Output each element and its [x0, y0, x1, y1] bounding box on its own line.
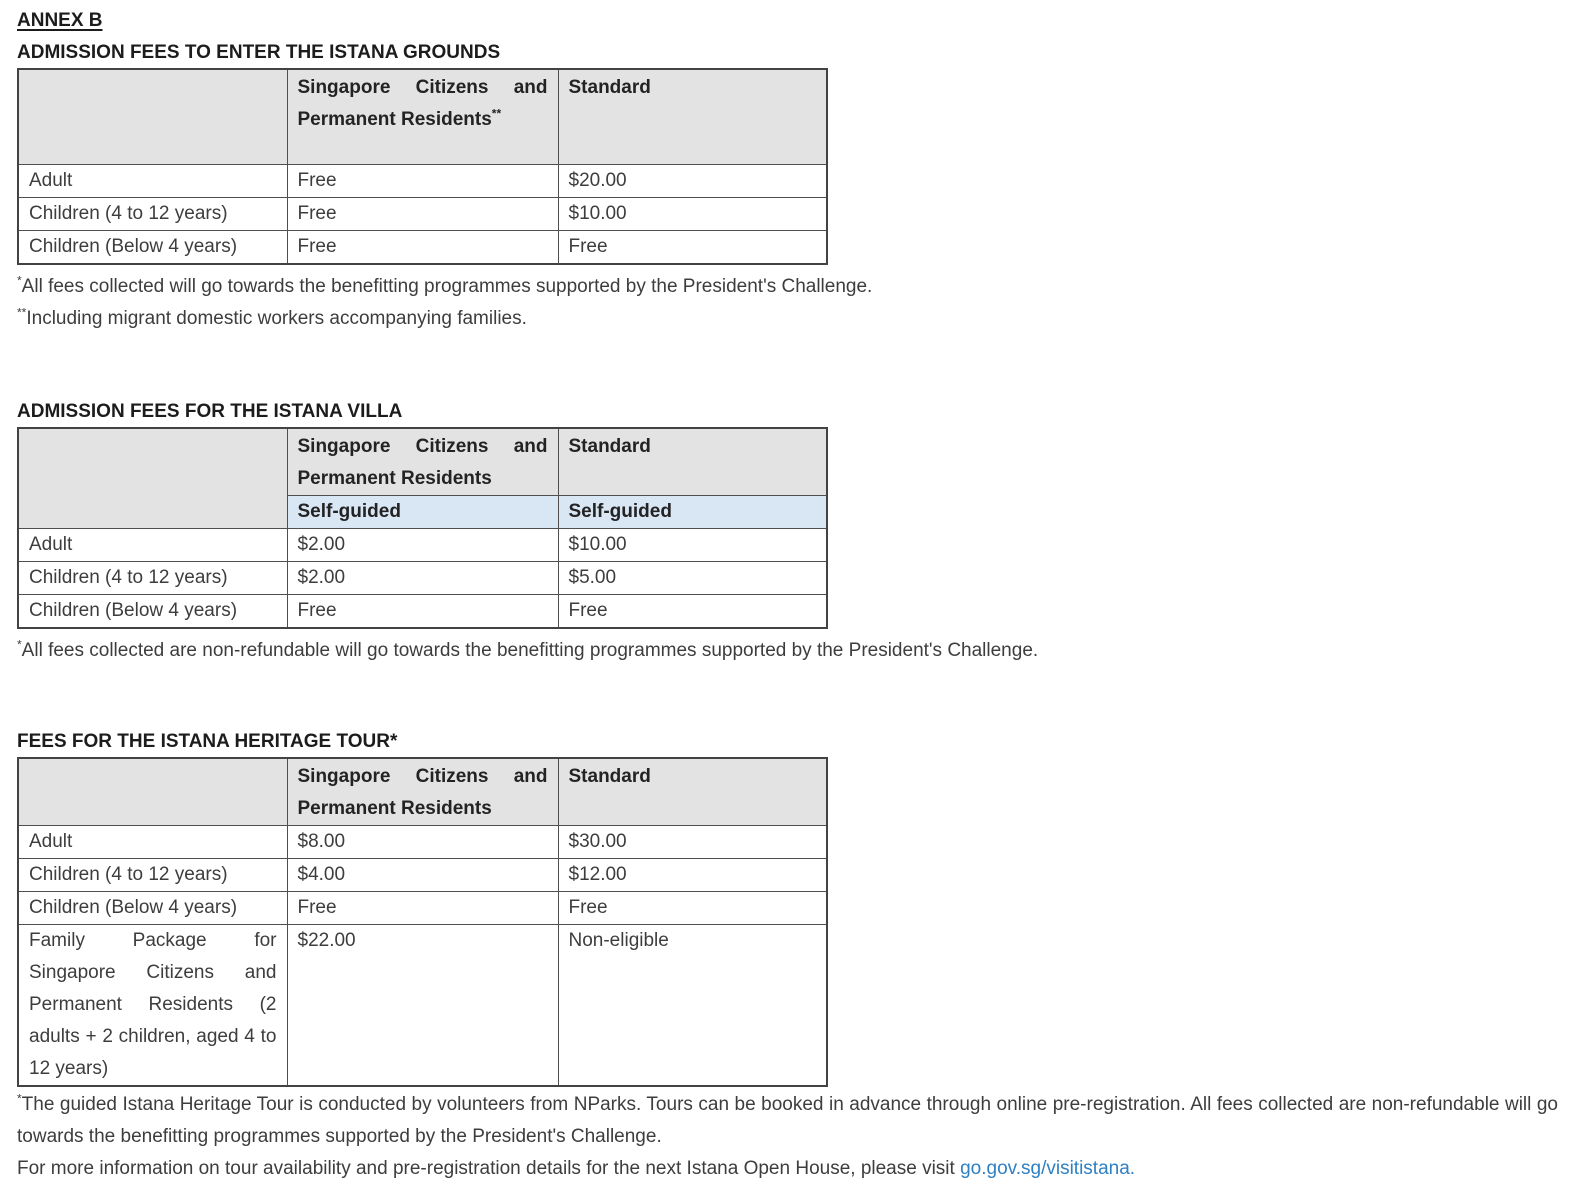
annex-label: ANNEX B — [17, 10, 103, 31]
standard-fee-cell: Free — [558, 891, 827, 924]
table-row — [18, 164, 827, 197]
grounds-footnote-2 — [17, 303, 1558, 335]
footnote-marker: * — [17, 637, 22, 652]
standard-fee-cell: $10.00 — [558, 197, 827, 230]
standard-fee-cell: Free — [558, 594, 827, 628]
villa-citizens-subheader-cell: Self-guided — [287, 495, 558, 528]
standard-fee-cell: $12.00 — [558, 858, 827, 891]
grounds-footnote-1 — [17, 271, 1558, 303]
table-row — [18, 594, 827, 628]
villa-heading: ADMISSION FEES FOR THE ISTANA VILLA — [17, 400, 403, 422]
annex-heading — [17, 8, 1558, 34]
heritage-heading: FEES FOR THE ISTANA HERITAGE TOUR* — [17, 730, 398, 752]
heritage-standard-header-cell: Standard — [558, 758, 827, 826]
footnote-marker: * — [17, 1091, 22, 1106]
standard-fee-cell: $10.00 — [558, 528, 827, 561]
heritage-empty-header-cell — [18, 758, 287, 826]
citizens-fee-cell: $2.00 — [287, 561, 558, 594]
grounds-heading: ADMISSION FEES TO ENTER THE ISTANA GROUNDS — [17, 42, 501, 63]
info-line — [17, 1153, 1558, 1185]
visitistana-link[interactable]: go.gov.sg/visitistana. — [960, 1157, 1136, 1179]
table-row — [18, 825, 827, 858]
row-label-cell: Adult — [18, 825, 287, 858]
table-row — [18, 528, 827, 561]
table-row — [18, 858, 827, 891]
villa-standard-header-cell: Standard — [558, 428, 827, 496]
row-label-cell: Children (4 to 12 years) — [18, 561, 287, 594]
row-label-cell: Children (Below 4 years) — [18, 594, 287, 628]
heritage-citizens-header-cell: Singapore Citizens and Permanent Residents — [287, 758, 558, 826]
grounds-citizens-header-cell — [287, 69, 558, 164]
row-label-cell: Adult — [18, 528, 287, 561]
citizens-fee-cell: Free — [287, 164, 558, 197]
citizens-fee-cell: Free — [287, 197, 558, 230]
family-package-row — [18, 924, 827, 1086]
standard-fee-cell: Free — [558, 230, 827, 264]
citizens-fee-cell: Free — [287, 594, 558, 628]
villa-footnote-1 — [17, 635, 1558, 667]
citizens-fee-cell: $2.00 — [287, 528, 558, 561]
villa-fees-table — [17, 427, 828, 629]
table-row — [18, 891, 827, 924]
villa-empty-header-cell — [18, 428, 287, 529]
row-label-cell: Children (4 to 12 years) — [18, 197, 287, 230]
table-row — [18, 230, 827, 264]
citizens-fee-cell: Free — [287, 230, 558, 264]
grounds-empty-header-cell — [18, 69, 287, 164]
footnote-text: Including migrant domestic workers accompanying families. — [26, 307, 527, 329]
standard-fee-cell: $20.00 — [558, 164, 827, 197]
grounds-citizens-header-text: Singapore Citizens and Permanent Residents — [297, 77, 548, 130]
citizens-fee-cell: $4.00 — [287, 858, 558, 891]
heritage-footnote-1 — [17, 1089, 1558, 1153]
heritage-header-row — [18, 758, 827, 826]
grounds-standard-header-cell: Standard — [558, 69, 827, 164]
row-label-cell: Children (4 to 12 years) — [18, 858, 287, 891]
grounds-footnotes — [17, 271, 1558, 335]
footnote-text: All fees collected are non-refundable will go towards the benefitting programmes supported by the President's Challenge. — [21, 639, 1039, 661]
table-row — [18, 561, 827, 594]
standard-fee-cell: $30.00 — [558, 825, 827, 858]
table-row — [18, 197, 827, 230]
heritage-footnotes — [17, 1089, 1558, 1185]
standard-fee-cell: $5.00 — [558, 561, 827, 594]
grounds-fees-table — [17, 68, 828, 265]
villa-citizens-header-cell: Singapore Citizens and Permanent Residents — [287, 428, 558, 496]
citizens-fee-cell: Free — [287, 891, 558, 924]
footnote-text: All fees collected will go towards the benefitting programmes supported by the President's Challenge. — [21, 275, 873, 297]
row-label-cell: Adult — [18, 164, 287, 197]
heritage-fees-table — [17, 757, 828, 1087]
villa-footnotes — [17, 635, 1558, 667]
grounds-header-row — [18, 69, 827, 164]
grounds-citizens-header-marker: ** — [491, 106, 502, 121]
footnote-text: The guided Istana Heritage Tour is conducted by volunteers from NParks. Tours can be booked in advance through online pre-registration. All fees collected are non-refundable will go towards the benefitting programmes supported by the President's Challenge. — [17, 1093, 1558, 1147]
row-label-cell: Children (Below 4 years) — [18, 891, 287, 924]
standard-fee-cell: Non-eligible — [558, 924, 827, 1086]
citizens-fee-cell: $22.00 — [287, 924, 558, 1086]
row-label-cell: Family Package for Singapore Citizens and Permanent Residents (2 adults + 2 children, aged 4 to 12 years) — [18, 924, 287, 1086]
row-label-cell: Children (Below 4 years) — [18, 230, 287, 264]
villa-standard-subheader-cell: Self-guided — [558, 495, 827, 528]
info-text: For more information on tour availability and pre-registration details for the next Istana Open House, please visit — [17, 1157, 961, 1179]
citizens-fee-cell: $8.00 — [287, 825, 558, 858]
footnote-marker: * — [17, 273, 22, 288]
footnote-marker: ** — [17, 305, 27, 320]
villa-header-row — [18, 428, 827, 496]
